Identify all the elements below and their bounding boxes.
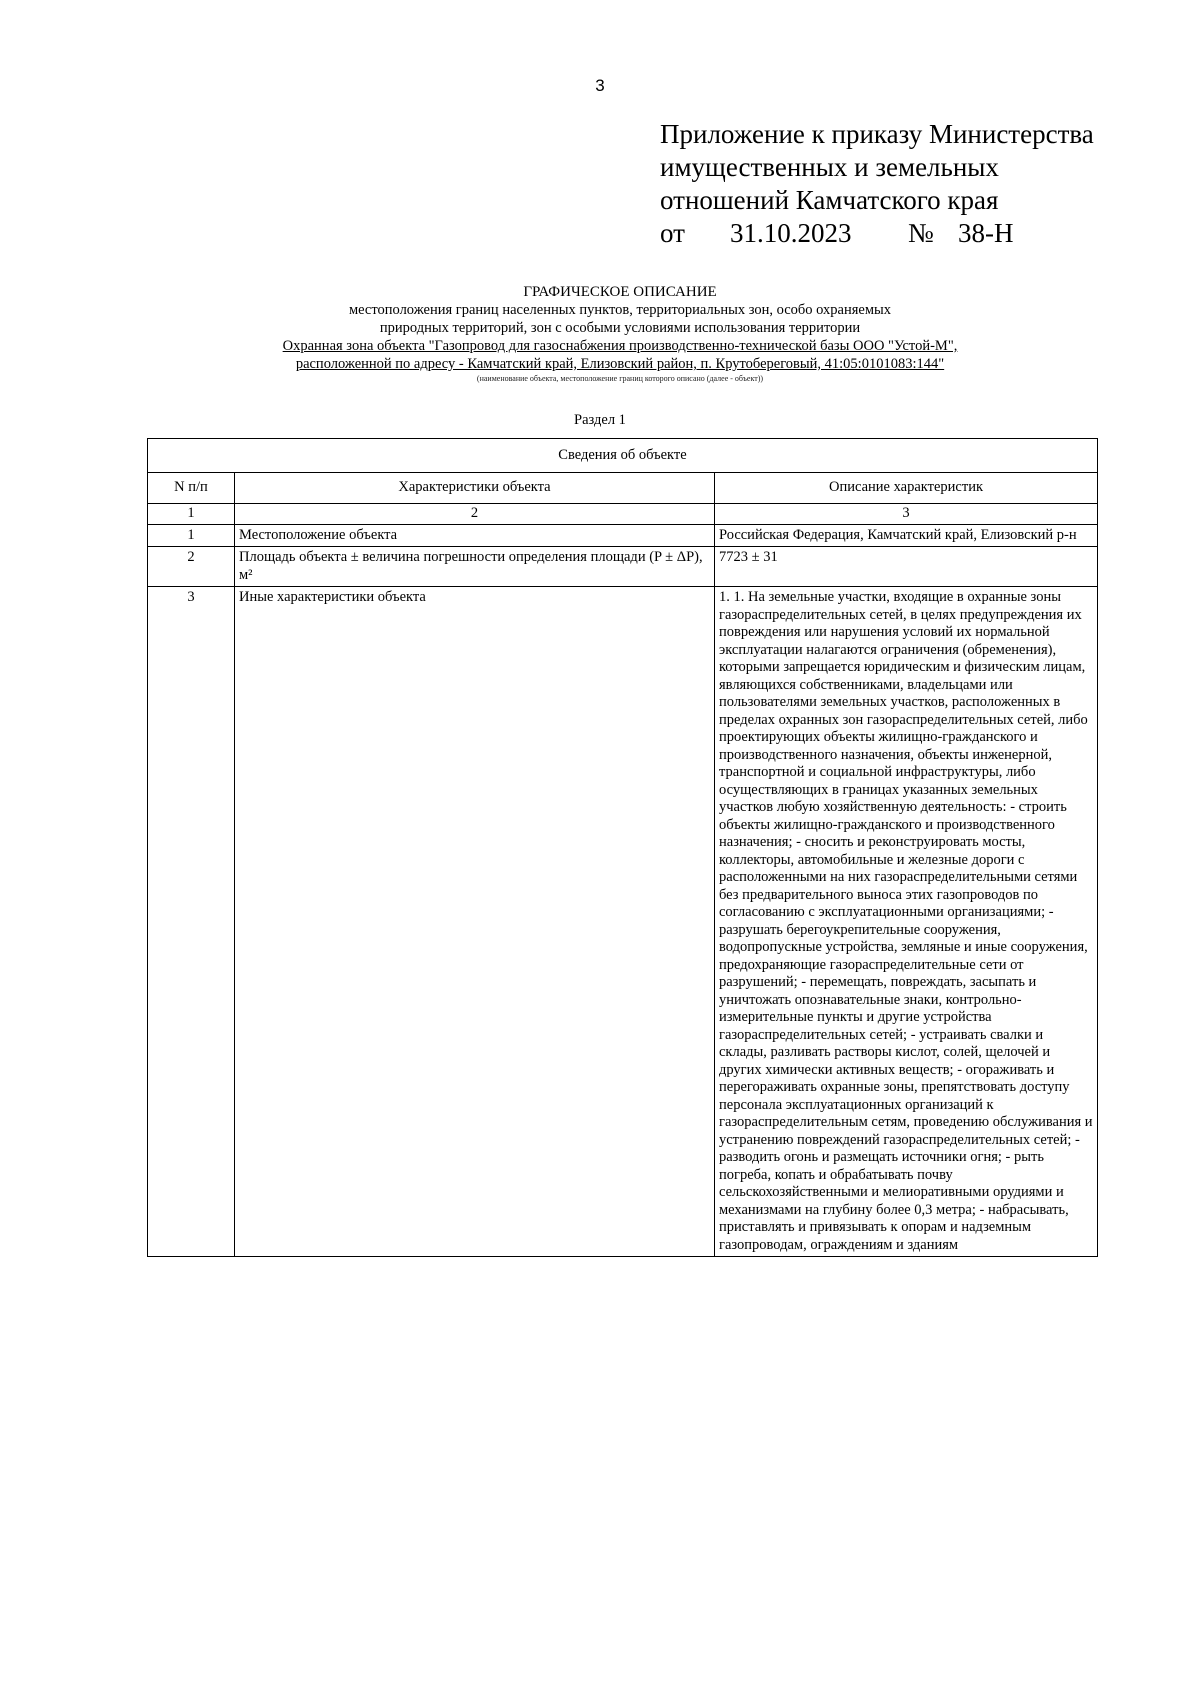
table-caption-row bbox=[148, 439, 1098, 473]
object-name-hint: (наименование объекта, местоположение границ которого описано (далее - объект)) bbox=[476, 374, 764, 383]
table-caption: Сведения об объекте bbox=[148, 439, 1098, 473]
order-reference bbox=[660, 217, 1140, 250]
appendix-line-3: отношений Камчатского края bbox=[660, 185, 999, 215]
row-description: 1. 1. На земельные участки, входящие в охранные зоны газораспределительных сетей, в целях предупреждения их повреждения или нарушения условий их нормальной эксплуатации налагаются ограничения (обременения), которыми запрещается юридическим и физическим лицам, являющихся собственниками, владельцами или пользователями земельных участков, расположенных в пределах охранных зон газораспределительных сетей, либо проектирующих объекты жилищно-гражданского и производственного назначения, объекты инженерной, транспортной и социальной инфраструктуры, либо осуществляющих в границах указанных земельных участков любую хозяйственную деятельность: - строить объекты жилищно-гражданского и производственного назначения; - сносить и реконструировать мосты, коллекторы, автомобильные и железные дороги с расположенными на них газораспределительными сетями без предварительного выноса этих газопроводов по согласованию с эксплуатационными организациями; - разрушать берегоукрепительные сооружения, водопропускные устройства, земляные и иные сооружения, предохраняющие газораспределительные сети от разрушений; - перемещать, повреждать, засыпать и уничтожать опознавательные знаки, контрольно-измерительные пункты и другие устройства газораспределительных сетей; - устраивать свалки и склады, разливать растворы кислот, солей, щелочей и других химически активных веществ; - огораживать и перегораживать охранные зоны, препятствовать доступу персонала эксплуатационных организаций к газораспределительным сетям, проведению обслуживания и устранению повреждений газораспределительных сетей; - разводить огонь и размещать источники огня; - рыть погреба, копать и обрабатывать почву сельскохозяйственными и мелиоративными орудиями и механизмами на глубину более 0,3 метра; - набрасывать, приставлять и привязывать к опорам и надземным газопроводам, ограждениям и зданиям bbox=[715, 587, 1098, 1257]
table-row bbox=[148, 547, 1098, 587]
section-label: Раздел 1 bbox=[574, 412, 626, 428]
row-description: Российская Федерация, Камчатский край, Елизовский р-н bbox=[715, 524, 1098, 547]
table-row bbox=[148, 587, 1098, 1257]
header-number: N п/п bbox=[148, 473, 235, 504]
document-subtitle-line-1: местоположения границ населенных пунктов, территориальных зон, особо охраняемых bbox=[348, 302, 892, 318]
index-cell-3: 3 bbox=[715, 504, 1098, 525]
page-number: 3 bbox=[595, 76, 605, 95]
order-date: 31.10.2023 bbox=[730, 218, 852, 248]
index-cell-1: 1 bbox=[148, 504, 235, 525]
appendix-line-1: Приложение к приказу Министерства bbox=[660, 119, 1094, 149]
row-number: 3 bbox=[148, 587, 235, 1257]
order-from-label: от bbox=[660, 218, 685, 248]
index-cell-2: 2 bbox=[235, 504, 715, 525]
appendix-block bbox=[660, 118, 1140, 250]
row-characteristic: Местоположение объекта bbox=[235, 524, 715, 547]
object-info-table bbox=[147, 438, 1098, 1257]
document-subtitle-line-2: природных территорий, зон с особыми условиями использования территории bbox=[379, 320, 861, 336]
row-description: 7723 ± 31 bbox=[715, 547, 1098, 587]
document-header bbox=[140, 283, 1100, 385]
object-name-line-1: Охранная зона объекта "Газопровод для газоснабжения производственно-технической базы ООО "Устой-М", bbox=[282, 338, 958, 354]
table-index-row bbox=[148, 504, 1098, 525]
appendix-line-2: имущественных и земельных bbox=[660, 152, 999, 182]
order-number-sign: № bbox=[908, 218, 934, 248]
object-name-line-2: расположенной по адресу - Камчатский край, Елизовский район, п. Крутобереговый, 41:05:0101083:144" bbox=[295, 356, 945, 372]
header-characteristic: Характеристики объекта bbox=[235, 473, 715, 504]
document-title: ГРАФИЧЕСКОЕ ОПИСАНИЕ bbox=[523, 284, 717, 300]
header-description: Описание характеристик bbox=[715, 473, 1098, 504]
row-characteristic: Площадь объекта ± величина погрешности определения площади (P ± ΔP), м² bbox=[235, 547, 715, 587]
order-number: 38-Н bbox=[958, 218, 1014, 248]
row-number: 1 bbox=[148, 524, 235, 547]
row-characteristic: Иные характеристики объекта bbox=[235, 587, 715, 1257]
table-header-row bbox=[148, 473, 1098, 504]
row-number: 2 bbox=[148, 547, 235, 587]
table-row bbox=[148, 524, 1098, 547]
